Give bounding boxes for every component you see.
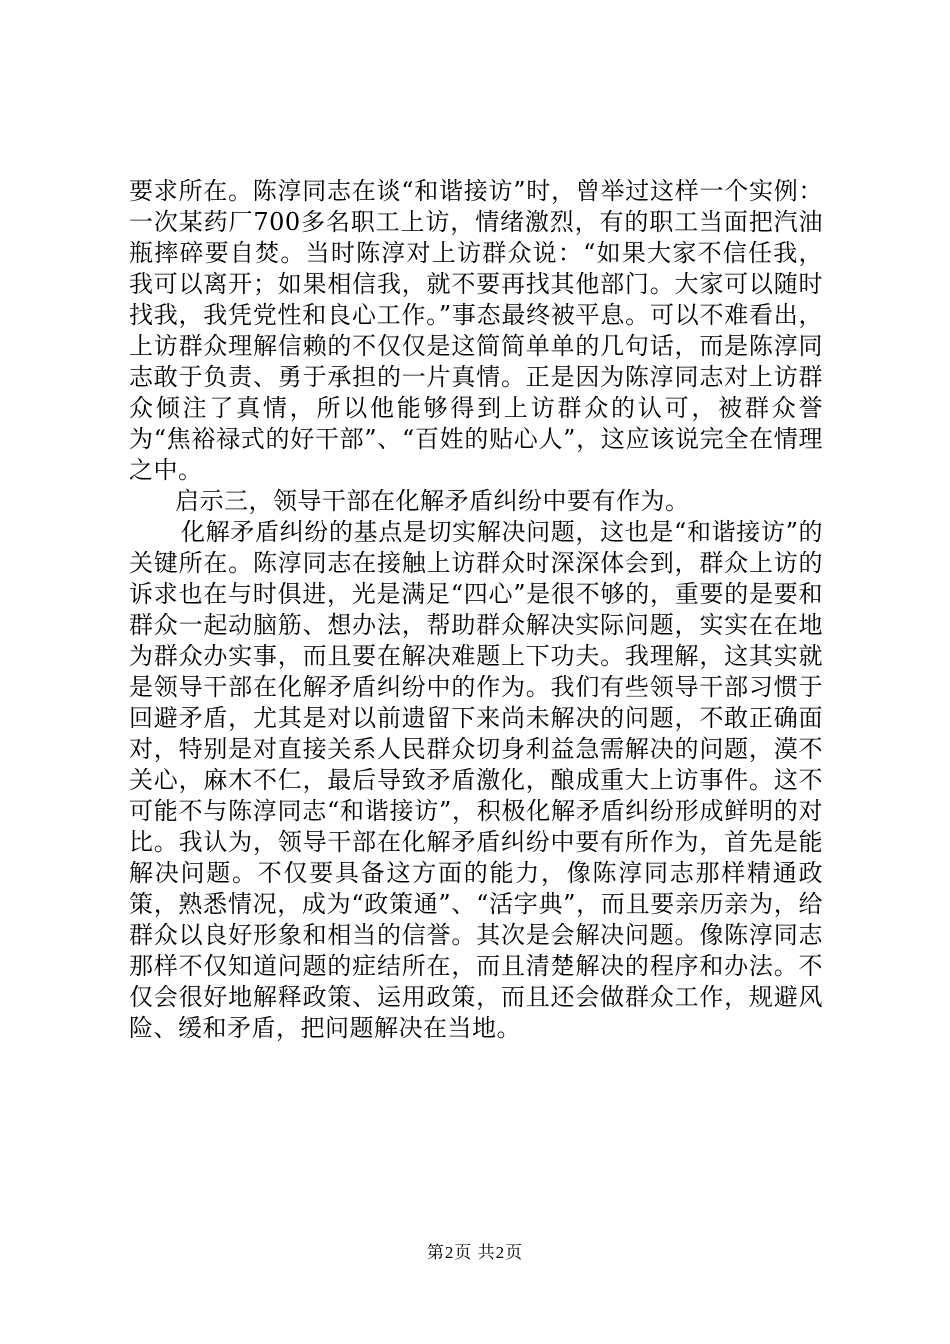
document-body [129, 176, 823, 1044]
paragraph-1: 要求所在。陈淳同志在谈“和谐接访”时，曾举过这样一个实例：一次某药厂700多名职工上访，情绪激烈，有的职工当面把汽油瓶摔碎要自焚。当时陈淳对上访群众说：“如果大家不信任我，我可以离开；如果相信我，就不要再找其他部门。大家可以随时找我，我凭党性和良心工作。”事态最终被平息。可以不难看出，上访群众理解信赖的不仅仅是这简简单单的几句话，而是陈淳同志敢于负责、勇于承担的一片真情。正是因为陈淳同志对上访群众倾注了真情，所以他能够得到上访群众的认可，被群众誉为“焦裕禄式的好干部”、“百姓的贴心人”，这应该说完全在情理之中。 [129, 177, 823, 484]
paragraph-2: 化解矛盾纠纷的基点是切实解决问题，这也是“和谐接访”的关键所在。陈淳同志在接触上访群众时深深体会到，群众上访的诉求也在与时俱进，光是满足“四心”是很不够的，重要的是要和群众一起动脑筋、想办法，帮助群众解决实际问题，实实在在地为群众办实事，而且要在解决难题上下功夫。我理解，这其实就是领导干部在化解矛盾纠纷中的作为。我们有些领导干部习惯于回避矛盾，尤其是对以前遗留下来尚未解决的问题，不敢正确面对，特别是对直接关系人民群众切身利益急需解决的问题，漠不关心，麻木不仁，最后导致矛盾激化，酿成重大上访事件。这不可能不与陈淳同志“和谐接访”，积极化解矛盾纠纷形成鲜明的对比。我认为，领导干部在化解矛盾纠纷中要有所作为，首先是能解决问题。不仅要具备这方面的能力，像陈淳同志那样精通政策，熟悉情况，成为“政策通”、“活字典”，而且要亲历亲为，给群众以良好形象和相当的信誉。其次是会解决问题。像陈淳同志那样不仅知道问题的症结所在，而且清楚解决的程序和办法。不仅会很好地解释政策、运用政策，而且还会做群众工作，规避风险、缓和矛盾，把问题解决在当地。 [129, 518, 823, 1042]
page-footer: 第2页 共2页 [426, 1243, 524, 1262]
section-heading-3: 启示三，领导干部在化解矛盾纠纷中要有作为。 [175, 487, 690, 515]
